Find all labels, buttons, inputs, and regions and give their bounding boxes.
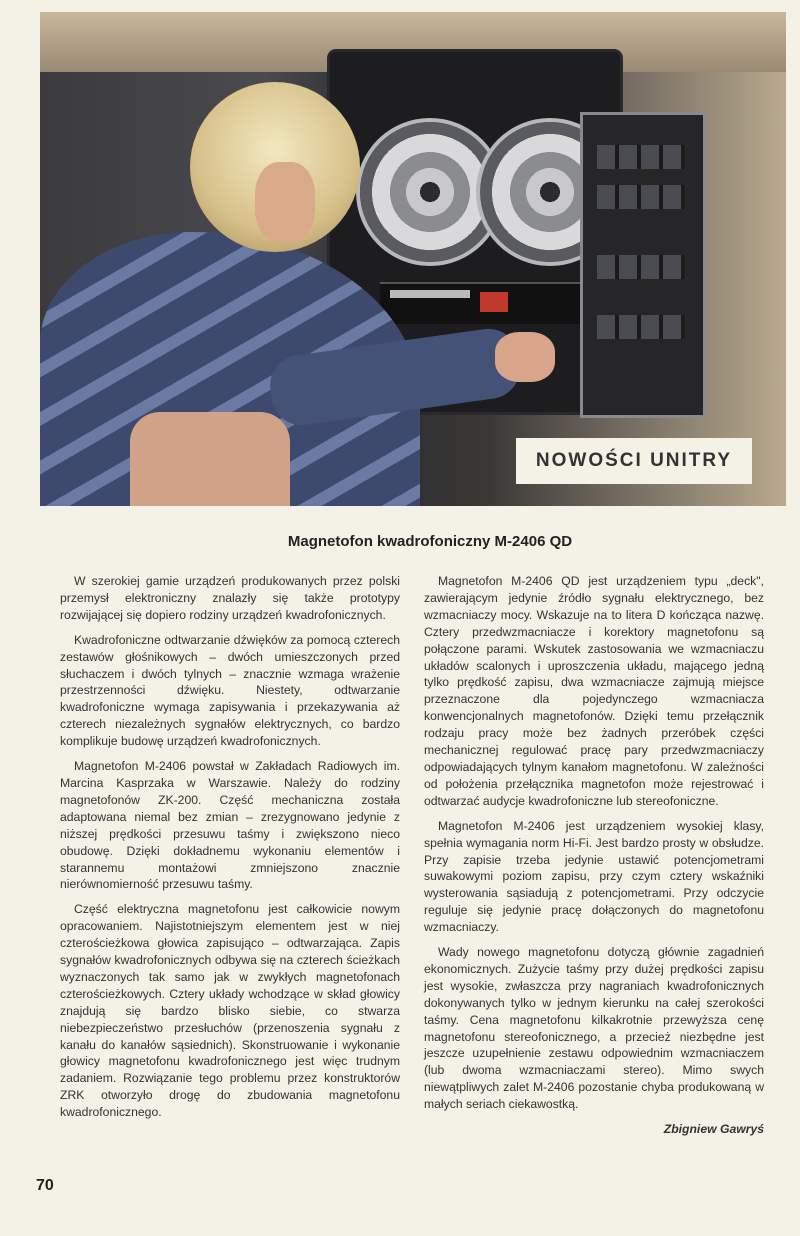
paragraph: Część elektryczna magnetofonu jest całkowicie nowym opracowaniem. Najistotniejszym elementem jest w niej czterościeżkowa głowica zapisująco – odtwarzająca. Zapis sygnałów kwadrofonicznych odbywa się na czterech ścieżkach wyznaczonych tak samo jak w zwykłych magnetofonach czterościeżkowych. Cztery układy wchodzące w skład głowicy znajdują się bardzo blisko siebie, co stwarza niebezpieczeństwo przesłuchów (przenoszenia sygnału z kanału do kanałów sąsiednich). Skonstruowanie i wykonanie głowicy magnetofonu kwadrofonicznego jest więc trudnym zadaniem. Rozwiązanie tego problemu przez konstruktorów ZRK otworzyło drogę do zbudowania magnetofonu kwadrofonicznego. xyxy=(60,902,400,1120)
left-reel xyxy=(360,122,500,262)
cover-photo xyxy=(40,12,786,506)
paragraph: Wady nowego magnetofonu dotyczą głównie zagadnień ekonomicznych. Zużycie taśmy przy dużej prędkości zapisu jest wysokie, zwłaszcza przy nagraniach kwadrofonicznych dokonywanych tylko w jednym kierunku na całej szerokości taśmy. Cena magnetofonu kilkakrotnie przewyższa cenę magnetofonu stereofonicznego, a przecież niezbędne jest jeszcze uzupełnienie zestawu odpowiednim wzmacniaczem (lub dwoma wzmacniaczami stereo). Mimo swych niewątpliwych zalet M-2406 pozostanie chyba produkowaną w małych seriach ciekawostką. xyxy=(424,945,764,1112)
author-signature: Zbigniew Gawryś xyxy=(663,1122,764,1137)
paragraph: Magnetofon M-2406 QD jest urządzeniem typu „deck", zawierającym jedynie źródło sygnału elektrycznego, bez wzmacniaczy mocy. Wskazuje na to litera D kończąca nazwę. Cztery przedwzmacniacze i korektory magnetofonu są połączone parami. Wskutek zastosowania we wzmacniaczu układów scalonych i uproszczenia układu, mającego jedną tylko prędkość zapisu, dwa wzmacniacze zajmują miejsce przeznaczone dla pojedynczego wzmacniacza konwencjonalnych magnetofonów. Dzięki temu przełącznik rodzaju pracy może bez żadnych przeróbek części mechanicznej regulować pracę pary przedwzmacniaczy odpowiadających tylnym kanałom magnetofonu. W zależności od położenia przełącznika magnetofon może rejestrować i odtwarzać audycje kwadrofoniczne lub stereofoniczne. xyxy=(424,574,764,808)
section-banner-text: NOWOŚCI UNITRY xyxy=(535,450,733,471)
paragraph: Magnetofon M-2406 powstał w Zakładach Radiowych im. Marcina Kasprzaka w Warszawie. Należy do rodziny magnetofonów ZK-200. Część mechaniczna została adaptowana niemal bez zmian – zrezygnowano jedynie z niższej prędkości przesuwu taśmy i zwiększono nieco obudowę. Dzięki dokładnemu wykonaniu elementów i starannemu montażowi zmniejszono znacznie nierównomierność przesuwu taśmy. xyxy=(60,759,400,892)
right-column xyxy=(424,573,764,1138)
section-banner xyxy=(516,438,752,484)
person-hand xyxy=(495,332,555,382)
paragraph: Magnetofon M-2406 jest urządzeniem wysokiej klasy, spełnia wymagania norm Hi-Fi. Jest bardzo prosty w obsłudze. Przy zapisie trzeba jedynie ustawić potencjometrami suwakowymi poziom zapisu, przy czym cztery wskaźniki wysterowania sąsiadują z potencjometrami. Przy odczycie reguluje się jedynie pracę dołączonych do magnetofonu wzmacniaczy. xyxy=(424,818,764,935)
article-title: Magnetofon kwadrofoniczny M-2406 QD xyxy=(287,533,573,550)
page-number: 70 xyxy=(36,1177,54,1194)
person-face xyxy=(255,162,315,242)
left-column xyxy=(60,573,400,1129)
deck-side-panel xyxy=(580,112,706,418)
paragraph: W szerokiej gamie urządzeń produkowanych przez polski przemysł elektroniczny znalazły się także prototypy rozwijającej się dopiero rodziny urządzeń kwadrofonicznych. xyxy=(60,574,400,622)
paragraph: Kwadrofoniczne odtwarzanie dźwięków za pomocą czterech zestawów głośnikowych – dwóch umieszczonych przed słuchaczem i dwóch tylnych – znacznie wzmaga wrażenie przestrzenności dźwięku. Niestety, odtwarzanie kwadrofoniczne wymaga zapisywania i przekazywania aż czterech niezależnych sygnałów elektrycznych, co bardzo komplikuje budowę urządzeń kwadrofonicznych. xyxy=(60,632,400,749)
person-forearm xyxy=(130,412,290,506)
control-panel xyxy=(380,282,580,324)
